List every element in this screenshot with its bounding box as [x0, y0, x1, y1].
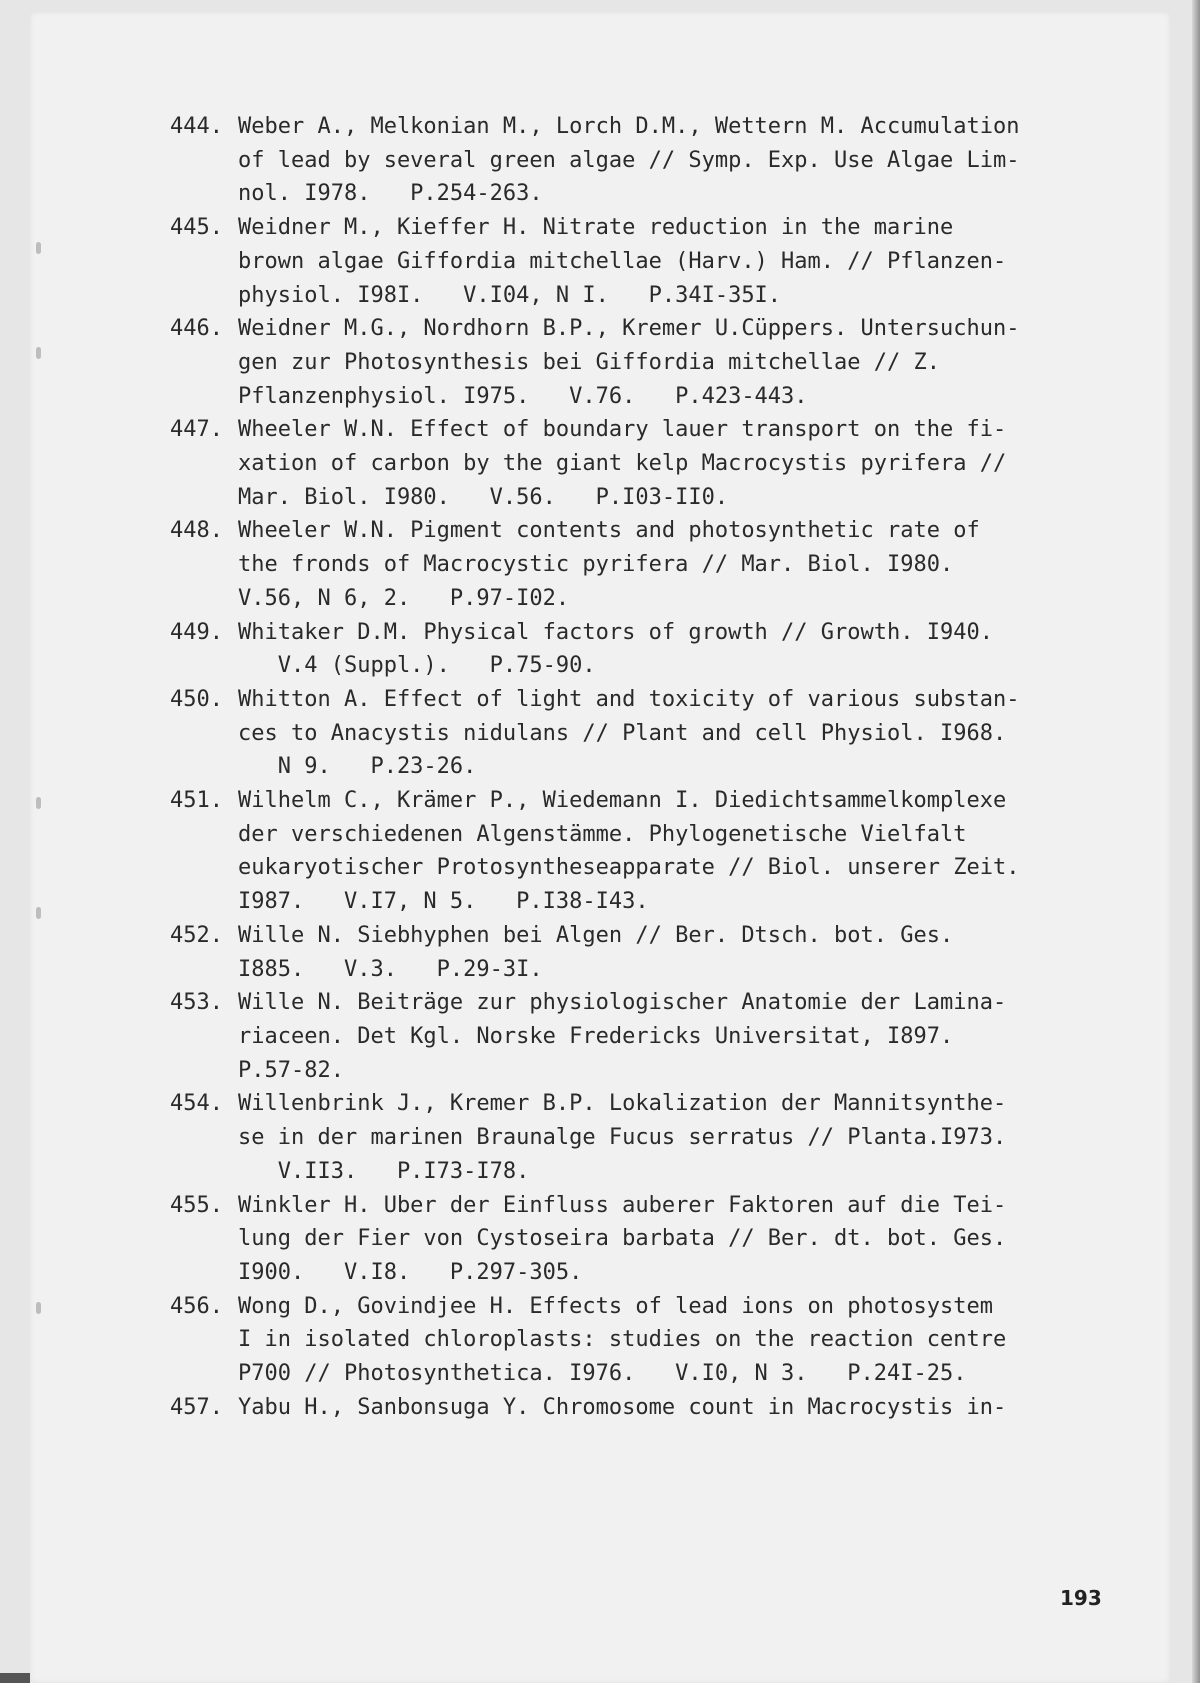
- entry-text-line: Wilhelm C., Krämer P., Wiedemann I. Diedichtsammelkomplexe: [238, 788, 1007, 814]
- bibliography-entry: [170, 1391, 1130, 1425]
- bibliography-entry: [170, 514, 1130, 615]
- entry-number: 450.: [170, 686, 223, 712]
- bibliography-entry: [170, 413, 1130, 514]
- document-page: [30, 12, 1170, 1683]
- entry-text-line: brown algae Giffordia mitchellae (Harv.) Ham. // Pflanzen-: [238, 248, 1007, 274]
- entry-text-line: V.56, N 6, 2. P.97-I02.: [238, 585, 570, 611]
- entry-text-line: Wille N. Beiträge zur physiologischer Anatomie der Lamina-: [238, 990, 1007, 1016]
- entry-text-line: nol. I978. P.254-263.: [238, 181, 543, 207]
- binding-hole-mark: [36, 242, 41, 254]
- entry-text-line: eukaryotischer Protosyntheseapparate // Biol. unserer Zeit.: [238, 855, 1020, 881]
- entry-number: 446.: [170, 316, 223, 342]
- entry-number: 454.: [170, 1091, 223, 1117]
- entry-text-line: Weidner M., Kieffer H. Nitrate reduction in the marine: [238, 215, 954, 241]
- entry-text-line: Winkler H. Uber der Einfluss auberer Faktoren auf die Tei-: [238, 1192, 1007, 1218]
- entry-number: 455.: [170, 1192, 223, 1218]
- bibliography-entry: [170, 683, 1130, 784]
- entry-text-line: Mar. Biol. I980. V.56. P.I03-II0.: [238, 484, 729, 510]
- binding-hole-mark: [36, 347, 41, 359]
- bibliography-entry: [170, 1290, 1130, 1391]
- entry-text-line: I900. V.I8. P.297-305.: [238, 1259, 583, 1285]
- entry-number: 456.: [170, 1293, 223, 1319]
- entry-text-line: Weber A., Melkonian M., Lorch D.M., Wettern M. Accumulation: [238, 114, 1020, 139]
- entry-text-line: Wheeler W.N. Effect of boundary lauer transport on the fi-: [238, 417, 1007, 443]
- bibliography-entry: [170, 919, 1130, 986]
- entry-text-line: I in isolated chloroplasts: studies on the reaction centre: [238, 1327, 1007, 1353]
- entry-text-line: Wille N. Siebhyphen bei Algen // Ber. Dtsch. bot. Ges.: [238, 922, 954, 948]
- entry-text-line: lung der Fier von Cystoseira barbata // Ber. dt. bot. Ges.: [238, 1226, 1007, 1252]
- entry-text-line: I885. V.3. P.29-3I.: [238, 956, 543, 982]
- entry-text-line: the fronds of Macrocystic pyrifera // Mar. Biol. I980.: [238, 552, 954, 578]
- entry-text-line: se in der marinen Braunalge Fucus serratus // Planta.I973.: [238, 1125, 1007, 1151]
- entry-text-line: P700 // Photosynthetica. I976. V.I0, N 3. P.24I-25.: [238, 1361, 967, 1387]
- entry-number: 451.: [170, 788, 223, 814]
- entry-number: 453.: [170, 990, 223, 1016]
- bibliography-entry: [170, 110, 1130, 211]
- entry-text-line: Whitaker D.M. Physical factors of growth // Growth. I940.: [238, 619, 993, 645]
- entry-text-line: Wong D., Govindjee H. Effects of lead ions on photosystem: [238, 1293, 993, 1319]
- bibliography-list: [170, 110, 1130, 1424]
- entry-text-line: Willenbrink J., Kremer B.P. Lokalization der Mannitsynthe-: [238, 1091, 1007, 1117]
- binding-hole-mark: [36, 1302, 41, 1314]
- bibliography-entry: [170, 1189, 1130, 1290]
- entry-text-line: of lead by several green algae // Symp. Exp. Use Algae Lim-: [238, 147, 1020, 173]
- page-edge-shadow: [1192, 0, 1200, 1683]
- entry-text-line: Weidner M.G., Nordhorn B.P., Kremer U.Cüppers. Untersuchun-: [238, 316, 1020, 342]
- entry-text-line: P.57-82.: [238, 1057, 344, 1083]
- entry-text-line: Pflanzenphysiol. I975. V.76. P.423-443.: [238, 383, 808, 409]
- entry-number: 447.: [170, 417, 223, 443]
- entry-text-line: gen zur Photosynthesis bei Giffordia mitchellae // Z.: [238, 349, 940, 375]
- entry-text-line: I987. V.I7, N 5. P.I38-I43.: [238, 889, 649, 915]
- entry-text-line: der verschiedenen Algenstämme. Phylogenetische Vielfalt: [238, 821, 967, 847]
- bibliography-entry: [170, 312, 1130, 413]
- bibliography-entry: [170, 616, 1130, 683]
- entry-number: 457.: [170, 1394, 223, 1420]
- bibliography-entry: [170, 211, 1130, 312]
- entry-number: 444.: [170, 114, 223, 139]
- bibliography-entry: [170, 784, 1130, 919]
- binding-hole-mark: [36, 797, 41, 809]
- bibliography-entry: [170, 1087, 1130, 1188]
- scan-border: [0, 1673, 30, 1683]
- entry-number: 445.: [170, 215, 223, 241]
- entry-text-line: V.4 (Suppl.). P.75-90.: [238, 653, 596, 679]
- entry-text-line: ces to Anacystis nidulans // Plant and cell Physiol. I968.: [238, 720, 1007, 746]
- entry-text-line: N 9. P.23-26.: [238, 754, 477, 780]
- entry-number: 449.: [170, 619, 223, 645]
- entry-text-line: Wheeler W.N. Pigment contents and photosynthetic rate of: [238, 518, 980, 544]
- entry-number: 448.: [170, 518, 223, 544]
- entry-number: 452.: [170, 922, 223, 948]
- entry-text-line: physiol. I98I. V.I04, N I. P.34I-35I.: [238, 282, 782, 308]
- binding-hole-mark: [36, 907, 41, 919]
- entry-text-line: Yabu H., Sanbonsuga Y. Chromosome count in Macrocystis in-: [238, 1394, 1007, 1420]
- page-number: 193: [1060, 1586, 1102, 1610]
- entry-text-line: riaceen. Det Kgl. Norske Fredericks Universitat, I897.: [238, 1023, 954, 1049]
- entry-text-line: V.II3. P.I73-I78.: [238, 1158, 530, 1184]
- entry-text-line: Whitton A. Effect of light and toxicity of various substan-: [238, 686, 1020, 712]
- entry-text-line: xation of carbon by the giant kelp Macrocystis pyrifera //: [238, 451, 1007, 477]
- bibliography-entry: [170, 986, 1130, 1087]
